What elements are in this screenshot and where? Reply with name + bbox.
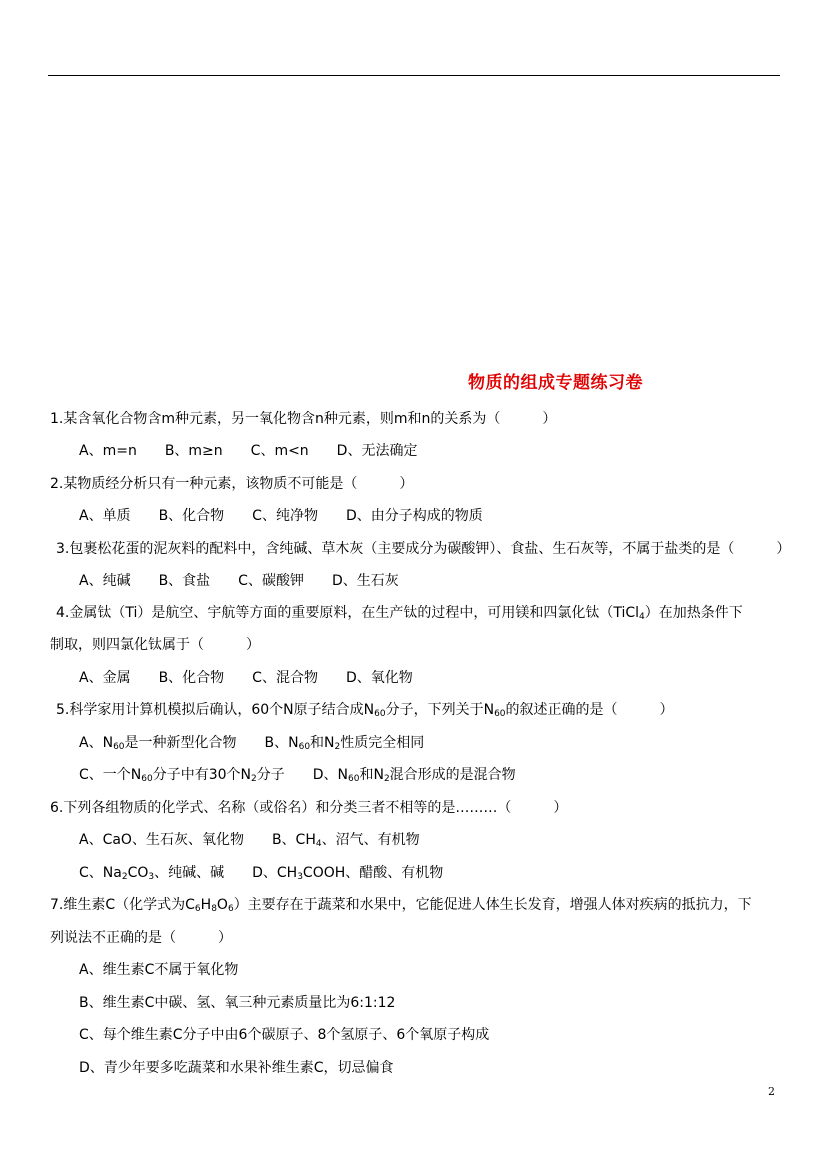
question-7-option-a: A、维生素C不属于氧化物 (79, 962, 239, 978)
q6-opt-part: A、CaO、生石灰、氧化物 B、CH (79, 832, 316, 848)
q5-stem-part: 5.科学家用计算机模拟后确认，60个N原子结合成N (56, 702, 375, 718)
question-7-stem-line2: 列说法不正确的是（ ） (50, 930, 232, 946)
q5-subscript: 2 (334, 742, 341, 752)
q5-subscript: 60 (494, 709, 506, 719)
question-7-option-b: B、维生素C中碳、氢、氧三种元素质量比为6:1:12 (79, 995, 396, 1011)
question-3-options: A、纯碱 B、食盐 C、碳酸钾 D、生石灰 (79, 573, 399, 589)
q7-subscript: 8 (211, 904, 217, 914)
q5-opt-part: C、一个N (79, 767, 142, 783)
question-4-options: A、金属 B、化合物 C、混合物 D、氧化物 (79, 670, 413, 686)
q5-subscript: 60 (374, 709, 386, 719)
question-5-options-cd (79, 765, 516, 785)
header-rule (48, 75, 780, 76)
q5-opt-part: 性质完全相同 (340, 735, 425, 751)
q5-opt-part: 分子 D、N (256, 767, 348, 783)
question-5-stem (56, 700, 674, 720)
q5-opt-part: 混合形成的是混合物 (389, 767, 516, 783)
q6-subscript: 2 (121, 872, 128, 882)
q6-opt-part: CO (127, 865, 149, 881)
q5-subscript: 60 (113, 742, 125, 752)
q4-stem-part: 4.金属钛（Ti）是航空、宇航等方面的重要原料，在生产钛的过程中，可用镁和四氯化钛（TiCl (56, 605, 640, 621)
q7-stem-part: H (200, 897, 212, 913)
question-6-options-ab (79, 830, 420, 850)
question-1-options: A、m=n B、m≥n C、m<n D、无法确定 (79, 443, 418, 459)
q6-subscript: 3 (148, 872, 155, 882)
q4-subscript: 4 (639, 612, 645, 622)
question-2-options: A、单质 B、化合物 C、纯净物 D、由分子构成的物质 (79, 508, 483, 524)
q5-stem-part: 的叙述正确的是（ ） (505, 702, 674, 718)
page-title: 物质的组成专题练习卷 (468, 373, 643, 393)
q6-opt-part: C、Na (79, 865, 122, 881)
question-7-option-d: D、青少年要多吃蔬菜和水果补维生素C，切忌偏食 (79, 1060, 394, 1076)
q5-opt-part: 和N (359, 767, 384, 783)
q5-opt-part: 分子中有30个N (152, 767, 251, 783)
q5-opt-part: A、N (79, 735, 114, 751)
page-number: 2 (768, 1085, 775, 1098)
question-4-stem-line2: 制取，则四氯化钛属于（ ） (50, 637, 260, 653)
question-6-stem: 6.下列各组物质的化学式、名称（或俗名）和分类三者不相等的是………（ ） (50, 800, 568, 816)
question-5-options-ab (79, 733, 424, 753)
q5-stem-part: 分子，下列关于N (385, 702, 495, 718)
question-1-stem: 1.某含氧化合物含m种元素，另一氧化物含n种元素，则m和n的关系为（ ） (50, 411, 557, 427)
q7-stem-part: ）主要存在于蔬菜和水果中，它能促进人体生长发育，增强人体对疾病的抵抗力，下 (233, 897, 752, 913)
q7-stem-part: O (216, 897, 228, 913)
q6-subscript: 3 (297, 872, 303, 882)
q7-subscript: 6 (227, 904, 234, 914)
question-7-stem (50, 895, 752, 915)
q6-opt-part: 、沼气、有机物 (321, 832, 420, 848)
q4-stem-part: ）在加热条件下 (644, 605, 743, 621)
question-6-options-cd (79, 863, 443, 883)
q5-subscript: 2 (251, 774, 257, 784)
question-3-stem: 3.包裹松花蛋的泥灰料的配料中，含纯碱、草木灰（主要成分为碳酸钾）、食盐、生石灰等，不属于盐类的是（ ） (56, 541, 791, 557)
q5-subscript: 60 (298, 742, 311, 752)
q5-opt-part: 和N (310, 735, 335, 751)
q7-stem-part: 7.维生素C（化学式为C (50, 897, 195, 913)
q6-opt-part: COOH、醋酸、有机物 (302, 865, 444, 881)
q5-subscript: 60 (141, 774, 153, 784)
question-4-stem (56, 603, 743, 623)
q6-opt-part: 、纯碱、碱 D、CH (154, 865, 298, 881)
q6-subscript: 4 (315, 839, 322, 849)
question-2-stem: 2.某物质经分析只有一种元素，该物质不可能是（ ） (50, 476, 414, 492)
q5-subscript: 60 (348, 774, 360, 784)
q7-subscript: 6 (194, 904, 201, 914)
question-7-option-c: C、每个维生素C分子中由6个碳原子、8个氢原子、6个氧原子构成 (79, 1027, 490, 1043)
q5-subscript: 2 (383, 774, 390, 784)
q5-opt-part: 是一种新型化合物 B、N (124, 735, 299, 751)
